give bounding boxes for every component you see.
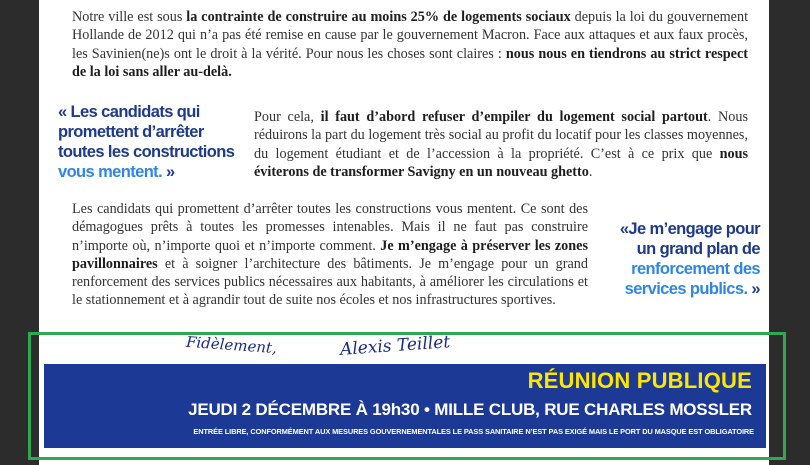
- banner-title: RÉUNION PUBLIQUE: [527, 368, 752, 393]
- highlight-box: [28, 332, 786, 460]
- pull-quote-right: «Je m’engage pour un grand plan de renforcement des services publics. »: [619, 220, 760, 298]
- banner-date-location: JEUDI 2 DÉCEMBRE À 19h30 • MILLE CLUB, RUE CHARLES MOSSLER: [188, 400, 752, 419]
- pull-quote-left: « Les candidats qui promettent d’arrêter toutes les constructions vous mentent. »: [58, 103, 235, 181]
- paragraph-housing-law: Notre ville est sous la contrainte de construire au moins 25% de logements sociaux depuis la loi du gouvernement Hollande de 2012 qui n’a pas été remise en cause par le gouvernement Macron. Face aux attaques et aux faux procès, les Savinien(ne)s ont le droit à la vérité. Pour nous les choses sont claires : nous nous en tiendrons au strict respect de la loi sans aller au-delà.: [72, 9, 749, 80]
- paragraph-social-housing: Pour cela, il faut d’abord refuser d’empiler du logement social partout. Nous réduirons la part du logement très social au profit du locatif pour les classes moyennes, du logement étudiant et de l’accession à la propriété. C’est à ce prix que nous éviterons de transformer Savigny en un nouveau ghetto.: [254, 109, 748, 180]
- signature-closing: Fidèlement,: [185, 332, 278, 358]
- banner-health-note: ENTRÉE LIBRE, CONFORMÉMENT AUX MESURES GOUVERNEMENTALES LE PASS SANITAIRE N’EST PAS EXIGÉ MAIS LE PORT DU MASQUE EST OBLIGATOIRE: [193, 427, 754, 436]
- signature-name: Alexis Teillet: [339, 332, 451, 360]
- paragraph-commitments: Les candidats qui promettent d’arrêter toutes les constructions vous mentent. Ce sont des démagogues prêts à toutes les promesses intenables. Mais il ne faut pas construire n’importe où, n’importe quoi et n’importe comment. Je m’engage à préserver les zones pavillonnaires et à soigner l’architecture des bâtiments. Je m’engage pour un grand renforcement des services publics nécessaires aux habitants, à améliorer les circulations et le stationnement et à agrandir tout de suite nos écoles et nos infrastructures sportives.: [72, 201, 588, 309]
